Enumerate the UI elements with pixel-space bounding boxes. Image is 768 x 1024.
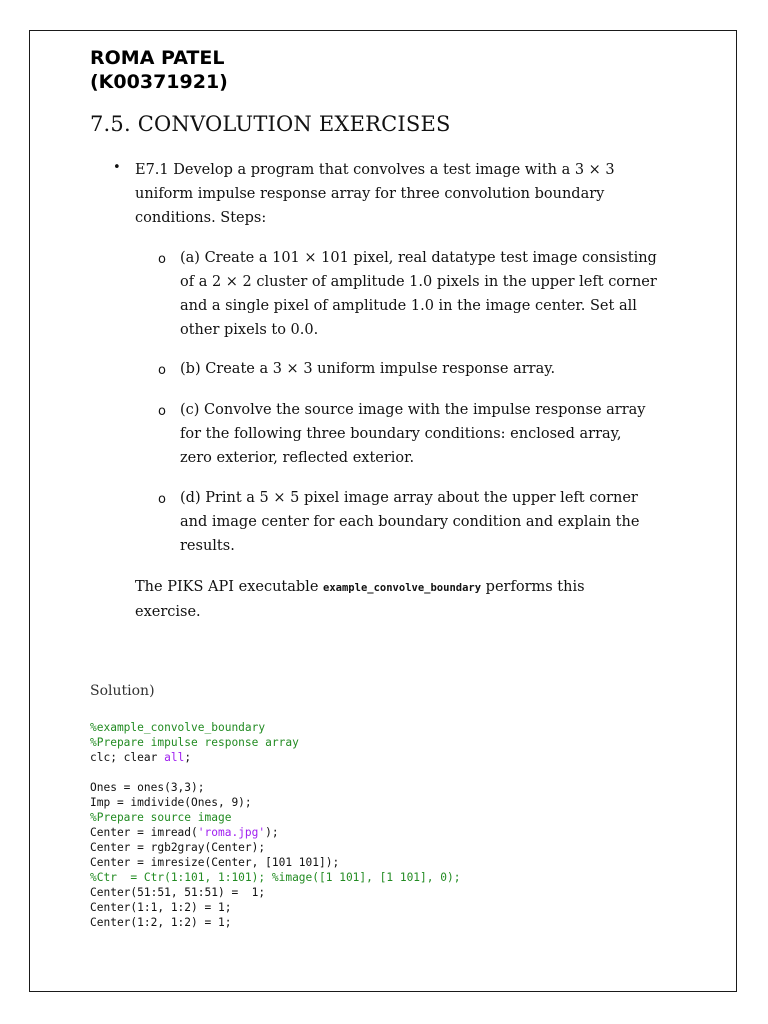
code-line	[90, 780, 460, 795]
code-token: all	[164, 751, 185, 764]
section-title: 7.5. CONVOLUTION EXERCISES	[90, 112, 451, 136]
code-line	[90, 840, 460, 855]
step-a	[180, 246, 700, 342]
step-line: for the following three boundary conditions: enclosed array,	[180, 426, 622, 442]
code-line	[90, 900, 460, 915]
bullet-marker: •	[113, 160, 121, 175]
step-line: (d) Print a 5 × 5 pixel image array about the upper left corner	[180, 490, 638, 506]
code-token: Center = rgb2gray(Center);	[90, 841, 266, 854]
step-line: other pixels to 0.0.	[180, 322, 319, 338]
step-line: and image center for each boundary condition and explain the	[180, 514, 640, 530]
code-token: %Prepare impulse response array	[90, 736, 299, 749]
code-line	[90, 795, 460, 810]
closing-paragraph	[135, 575, 695, 624]
code-line	[90, 765, 460, 780]
sub-bullet-marker: o	[158, 363, 166, 378]
code-line	[90, 750, 460, 765]
code-line	[90, 825, 460, 840]
code-token: clc; clear	[90, 751, 165, 764]
code-token: %Ctr = Ctr(1:101, 1:101); %image([1 101], [1 101], 0);	[90, 871, 461, 884]
step-line: zero exterior, reflected exterior.	[180, 450, 415, 466]
code-token: );	[265, 826, 279, 839]
code-token: Center(51:51, 51:51) = 1;	[90, 886, 266, 899]
sub-bullet-marker: o	[158, 492, 166, 507]
intro-line: uniform impulse response array for three convolution boundary	[135, 186, 605, 202]
step-line: of a 2 × 2 cluster of amplitude 1.0 pixels in the upper left corner	[180, 274, 657, 290]
code-token: Center(1:1, 1:2) = 1;	[90, 901, 232, 914]
sub-bullet-marker: o	[158, 252, 166, 267]
code-line	[90, 915, 460, 930]
closing-code: example_convolve_boundary	[323, 582, 482, 594]
code-line	[90, 855, 460, 870]
step-line: and a single pixel of amplitude 1.0 in the image center. Set all	[180, 298, 637, 314]
closing-line: exercise.	[135, 604, 201, 620]
step-line: (b) Create a 3 × 3 uniform impulse response array.	[180, 361, 556, 377]
author-block	[90, 46, 228, 94]
closing-prefix: The PIKS API executable	[135, 579, 324, 595]
step-line: (a) Create a 101 × 101 pixel, real datatype test image consisting	[180, 250, 657, 266]
closing-line	[135, 575, 695, 600]
code-token: 'roma.jpg'	[197, 826, 266, 839]
step-line: (c) Convolve the source image with the impulse response array	[180, 402, 646, 418]
closing-suffix: performs this	[481, 579, 585, 595]
step-d	[180, 486, 700, 558]
exercise-intro	[135, 158, 695, 230]
step-b	[180, 357, 700, 381]
intro-line: conditions. Steps:	[135, 210, 267, 226]
code-line	[90, 885, 460, 900]
intro-line: E7.1 Develop a program that convolves a test image with a 3 × 3	[135, 162, 615, 178]
code-token: Center(1:2, 1:2) = 1;	[90, 916, 232, 929]
code-line	[90, 810, 460, 825]
code-token: Ones = ones(3,3);	[90, 781, 205, 794]
solution-label: Solution)	[90, 683, 155, 699]
code-line	[90, 870, 460, 885]
author-id: (K00371921)	[90, 71, 228, 93]
code-token: ;	[184, 751, 192, 764]
step-c	[180, 398, 700, 470]
code-token: %example_convolve_boundary	[90, 721, 266, 734]
code-token: Center = imresize(Center, [101 101]);	[90, 856, 340, 869]
code-block	[90, 720, 460, 930]
code-token: Imp = imdivide(Ones, 9);	[90, 796, 252, 809]
code-line	[90, 735, 460, 750]
code-token: %Prepare source image	[90, 811, 232, 824]
code-token: Center = imread(	[90, 826, 198, 839]
author-name: ROMA PATEL	[90, 47, 225, 69]
step-line: results.	[180, 538, 235, 554]
code-line	[90, 720, 460, 735]
sub-bullet-marker: o	[158, 404, 166, 419]
